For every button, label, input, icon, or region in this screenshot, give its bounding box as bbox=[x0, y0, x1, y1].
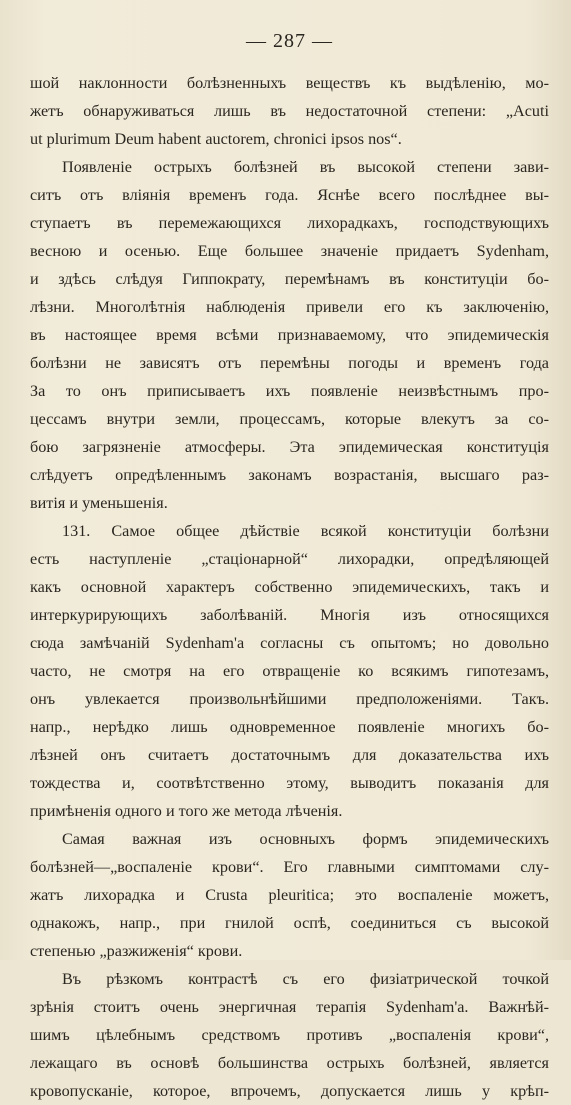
text-line: болѣзней—„воспаленіе крови“. Его главными симптомами слу- bbox=[30, 858, 549, 876]
text-line: бою загрязненіе атмосферы. Эта эпидемическая конституція bbox=[30, 438, 549, 456]
text-line: часто, не смотря на его отвращеніе ко всякимъ гипотезамъ, bbox=[30, 662, 549, 680]
text-line: жетъ обнаруживаться лишь въ недостаточной степени: „Acuti bbox=[30, 102, 549, 120]
paragraph-5 bbox=[30, 965, 549, 1105]
text-line: 131. Самое общее дѣйствіе всякой конституціи болѣзни bbox=[62, 522, 549, 540]
text-line: Въ рѣзкомъ контрастѣ съ его физіатрической точкой bbox=[62, 970, 549, 988]
text-line: и здѣсь слѣдуя Гиппократу, перемѣнамъ въ конституціи бо- bbox=[30, 270, 549, 288]
text-line: однакожъ, напр., при гнилой оспѣ, соединиться съ высокой bbox=[30, 914, 549, 932]
text-line: напр., нерѣдко лишь одновременное появленіе многихъ бо- bbox=[30, 718, 549, 736]
paragraph-1 bbox=[30, 69, 549, 153]
text-line: слѣдуетъ опредѣленнымъ законамъ возрастанія, высшаго раз- bbox=[30, 466, 549, 484]
text-line: сюда замѣчаній Sydenham'а согласны съ опытомъ; но довольно bbox=[30, 634, 549, 652]
text-line: лѣзни. Многолѣтнія наблюденія привели его къ заключенію, bbox=[30, 298, 549, 316]
text-line: въ настоящее время всѣми признаваемому, что эпидемическія bbox=[30, 326, 549, 344]
text-line: ситъ отъ вліянія временъ года. Яснѣе всего послѣднее вы- bbox=[30, 186, 549, 204]
paragraph-2 bbox=[30, 153, 549, 517]
page-number: — 287 — bbox=[246, 30, 333, 52]
text-line: есть наступленіе „стаціонарной“ лихорадки, опредѣляющей bbox=[30, 550, 549, 568]
text-line: болѣзни не зависятъ отъ перемѣны погоды и временъ года bbox=[30, 354, 549, 372]
text-line: зрѣнія стоитъ очень энергичная терапія Sydenham'а. Важнѣй- bbox=[30, 998, 549, 1016]
text-line: интеркурирующихъ заболѣваній. Многія изъ относящихся bbox=[30, 606, 549, 624]
text-line: какъ основной характеръ собственно эпидемическихъ, такъ и bbox=[30, 578, 549, 596]
text-line: онъ увлекается произвольнѣйшими предположеніями. Такъ. bbox=[30, 690, 549, 708]
text-line: витія и уменьшенія. bbox=[30, 494, 168, 512]
text-line: шимъ цѣлебнымъ средствомъ противъ „воспаленія крови“, bbox=[30, 1026, 549, 1044]
text-line: Самая важная изъ основныхъ формъ эпидемическихъ bbox=[62, 830, 549, 848]
text-line: шой наклонности болѣзненныхъ веществъ къ выдѣленію, мо- bbox=[30, 74, 549, 92]
text-line: примѣненія одного и того же метода лѣченія. bbox=[30, 802, 343, 820]
text-line: жатъ лихорадка и Crusta pleuritica; это воспаленіе можетъ, bbox=[30, 886, 549, 904]
text-line: тождества и, соотвѣтственно этому, выводитъ показанія для bbox=[30, 774, 549, 792]
text-line: весною и осенью. Еще большее значеніе придаетъ Sydenham, bbox=[30, 242, 549, 260]
text-line: степенью „разжиженія“ крови. bbox=[30, 942, 243, 960]
text-line: лѣзней онъ считаетъ достаточнымъ для доказательства ихъ bbox=[30, 746, 549, 764]
text-line: Появленіе острыхъ болѣзней въ высокой степени зави- bbox=[62, 158, 549, 176]
text-line: цессамъ внутри земли, процессамъ, которые влекутъ за со- bbox=[30, 410, 549, 428]
text-line: За то онъ приписываетъ ихъ появленіе неизвѣстнымъ про- bbox=[30, 382, 549, 400]
text-line: лежащаго въ основѣ большинства острыхъ болѣзней, является bbox=[30, 1054, 549, 1072]
text-line: кровопусканіе, которое, впрочемъ, допускается лишь у крѣп- bbox=[30, 1082, 549, 1100]
paragraph-4 bbox=[30, 825, 549, 965]
text-line: ступаетъ въ перемежающихся лихорадкахъ, господствующихъ bbox=[30, 214, 549, 232]
paragraph-3 bbox=[30, 517, 549, 825]
text-line: ut plurimum Deum habent auctorem, chronici ipsos nos“. bbox=[30, 130, 402, 148]
